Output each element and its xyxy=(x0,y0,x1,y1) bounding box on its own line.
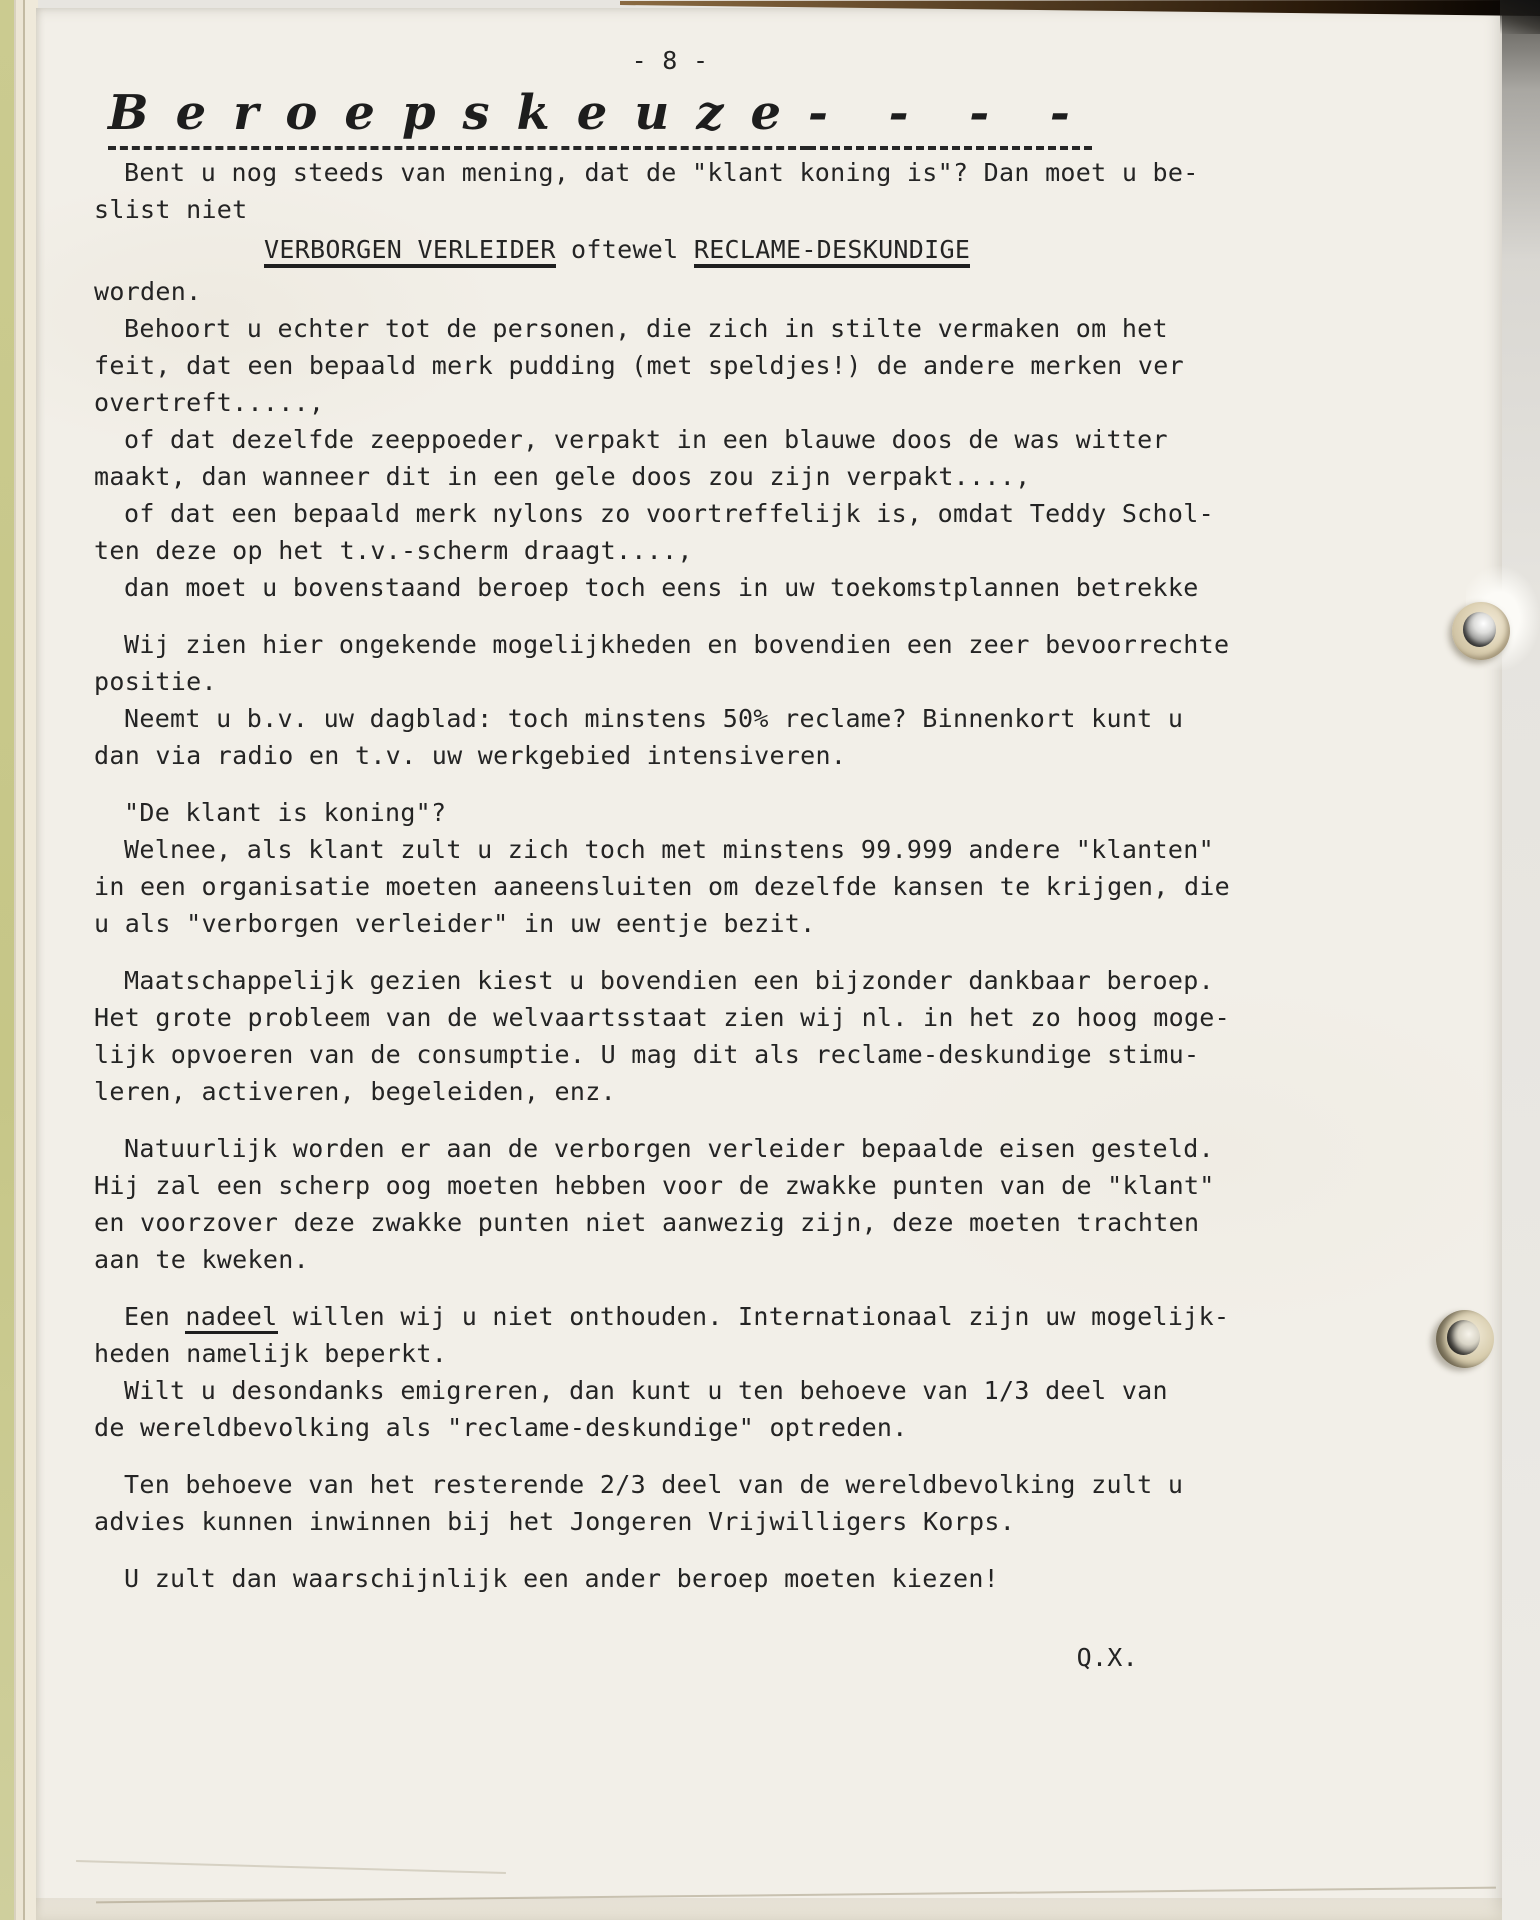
paragraph-behoort xyxy=(94,310,1246,421)
body-line: en voorzover deze zwakke punten niet aanwezig zijn, deze moeten trachten xyxy=(94,1208,1200,1237)
page-edge-olive-strip xyxy=(0,0,14,1920)
page-number: - 8 - xyxy=(631,46,709,75)
paragraph-dan-moet xyxy=(94,569,1246,606)
body-line: dan via radio en t.v. uw werkgebied intensiveren. xyxy=(94,741,847,770)
paragraph-nadeel xyxy=(94,1298,1246,1372)
body-line: overtreft....., xyxy=(94,388,325,417)
paragraph-worden xyxy=(94,273,1246,310)
scan-corner-shadow xyxy=(1500,0,1540,34)
paragraph-zeeppoeder xyxy=(94,421,1246,495)
paragraph-ten-behoeve xyxy=(94,1466,1246,1540)
body-line: Wilt u desondanks emigreren, dan kunt u ten behoeve van 1/3 deel van xyxy=(124,1376,1168,1405)
paragraph-maatschappelijk xyxy=(94,962,1246,1110)
nadeel-pre: Een xyxy=(124,1302,186,1331)
paragraph-bent-u xyxy=(94,154,1246,228)
handwritten-title xyxy=(108,84,1246,142)
body-line: de wereldbevolking als "reclame-deskundige" optreden. xyxy=(94,1413,908,1442)
body-line: heden namelijk beperkt. xyxy=(94,1339,448,1368)
body-line: leren, activeren, begeleiden, enz. xyxy=(94,1077,616,1106)
body-line: Hij zal een scherp oog moeten hebben voor de zwakke punten van de "klant" xyxy=(94,1171,1215,1200)
body-line: Behoort u echter tot de personen, die zich in stilte vermaken om het xyxy=(124,314,1168,343)
heading-underlined-2: RECLAME-DESKUNDIGE xyxy=(694,235,970,268)
body-line: of dat dezelfde zeeppoeder, verpakt in een blauwe doos de was witter xyxy=(124,425,1168,454)
page-edge-under-pages xyxy=(14,0,38,1920)
paragraph-wij-zien xyxy=(94,626,1246,700)
scan-edge-right xyxy=(1502,0,1540,1920)
paragraph-u-zult xyxy=(94,1560,1246,1597)
body-line: of dat een bepaald merk nylons zo voortreffelijk is, omdat Teddy Schol- xyxy=(124,499,1214,528)
body-line: Het grote probleem van de welvaartsstaat zien wij nl. in het zo hoog moge- xyxy=(94,1003,1230,1032)
body-line: worden. xyxy=(94,277,202,306)
paragraph-nylons xyxy=(94,495,1246,569)
body-line: Ten behoeve van het resterende 2/3 deel van de wereldbevolking zult u xyxy=(124,1470,1184,1499)
body-line: Wij zien hier ongekende mogelijkheden en bovendien een zeer bevoorrechte xyxy=(124,630,1230,659)
body-line: aan te kweken. xyxy=(94,1245,309,1274)
heading-underlined-1: VERBORGEN VERLEIDER xyxy=(264,235,556,268)
body-line: U zult dan waarschijnlijk een ander beroep moeten kiezen! xyxy=(124,1564,1000,1593)
handwritten-title-text: Beroepskeuze xyxy=(108,85,808,150)
nadeel-underlined-word: nadeel xyxy=(185,1302,277,1334)
body-line: u als "verborgen verleider" in uw eentje bezit. xyxy=(94,909,816,938)
binder-ring xyxy=(1452,602,1510,660)
body-line: Welnee, als klant zult u zich toch met minstens 99.999 andere "klanten" xyxy=(124,835,1214,864)
author-signature: Q.X. xyxy=(1076,1643,1138,1672)
body-line: maakt, dan wanneer dit in een gele doos zou zijn verpakt...., xyxy=(94,462,1031,491)
body-line: advies kunnen inwinnen bij het Jongeren Vrijwilligers Korps. xyxy=(94,1507,1016,1536)
scanned-page xyxy=(36,8,1504,1920)
binder-ring-eyelet xyxy=(1447,1320,1480,1355)
paragraph-de-klant xyxy=(94,794,1246,831)
body-line: positie. xyxy=(94,667,217,696)
body-line: "De klant is koning"? xyxy=(124,798,447,827)
body-line: Maatschappelijk gezien kiest u bovendien een bijzonder dankbaar beroep. xyxy=(124,966,1214,995)
section-heading xyxy=(94,231,1246,268)
body-line xyxy=(94,1298,1246,1335)
body-line: ten deze op het t.v.-scherm draagt...., xyxy=(94,536,693,565)
title-trailing-dashes: - - - - xyxy=(808,85,1092,150)
body-line: dan moet u bovenstaand beroep toch eens in uw toekomstplannen betrekke xyxy=(124,573,1199,602)
body-line: slist niet xyxy=(94,195,248,224)
body-line: Natuurlijk worden er aan de verborgen verleider bepaalde eisen gesteld. xyxy=(124,1134,1214,1163)
binder-ring xyxy=(1436,1310,1494,1368)
paragraph-natuurlijk xyxy=(94,1130,1246,1278)
body-line: Bent u nog steeds van mening, dat de "klant koning is"? Dan moet u be- xyxy=(124,158,1199,187)
body-line: feit, dat een bepaald merk pudding (met speldjes!) de andere merken ver xyxy=(94,351,1184,380)
body-line: Neemt u b.v. uw dagblad: toch minstens 50% reclame? Binnenkort kunt u xyxy=(124,704,1184,733)
body-line: in een organisatie moeten aaneensluiten om dezelfde kansen te krijgen, die xyxy=(94,872,1230,901)
page-fold-line xyxy=(76,1860,506,1874)
binder-ring-eyelet xyxy=(1463,612,1496,647)
heading-connector: oftewel xyxy=(555,235,694,264)
paragraph-neemt xyxy=(94,700,1246,774)
paragraph-welnee xyxy=(94,831,1246,942)
text-column xyxy=(94,46,1246,1676)
body-line: lijk opvoeren van de consumptie. U mag dit als reclame-deskundige stimu- xyxy=(94,1040,1200,1069)
nadeel-post: willen wij u niet onthouden. Internationaal zijn uw mogelijk- xyxy=(277,1302,1230,1331)
paragraph-wilt-u xyxy=(94,1372,1246,1446)
